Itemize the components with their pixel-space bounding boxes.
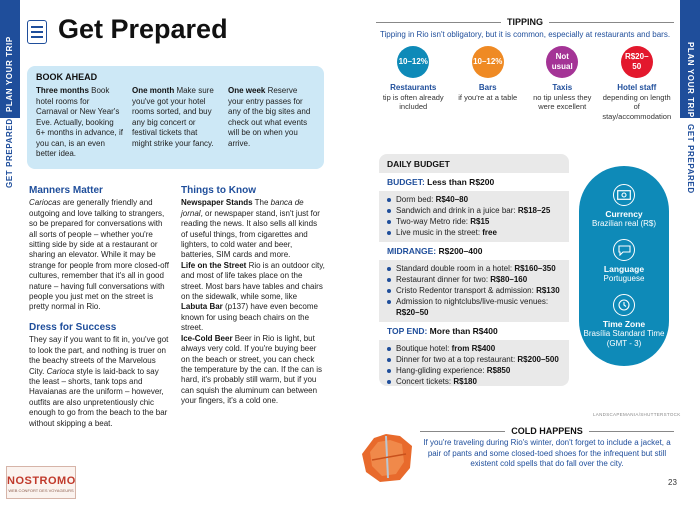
- checklist-icon: [27, 20, 47, 44]
- book-ahead-one-month: One month Make sure you've got your hotel rooms sorted, and buy any big concert or festival tickets that might strike your fancy.: [132, 86, 214, 148]
- banknote-icon: [613, 184, 635, 206]
- list-item: Live music in the street: free: [387, 227, 561, 238]
- left-text-column: [29, 186, 172, 429]
- list-item: Sandwich and drink in a juice bar: R$18–25: [387, 205, 561, 216]
- language-label: Language: [603, 264, 645, 274]
- manners-text: Cariocas are generally friendly and outgoing and love talking to strangers, so be prepared for conversations with all sorts of people – whether you're sitting side by side at a restaurant or sharing an elevator. While it may be strange for people from more closed-off cultures, remember that it's all in good nature – having full conversations with people you just met on the street is pretty normal in Rio.: [29, 198, 169, 312]
- jacket-image: [360, 432, 416, 484]
- left-section-label: GET PREPARED: [5, 118, 14, 188]
- tip-amount-circle: R$20–50: [621, 46, 653, 78]
- list-item: Hang-gliding experience: R$850: [387, 365, 561, 376]
- book-ahead-heading: BOOK AHEAD: [36, 72, 98, 82]
- list-item: Dinner for two at a top restaurant: R$200–500: [387, 354, 561, 365]
- list-item: Dorm bed: R$40–80: [387, 194, 561, 205]
- tip-amount-circle: Not usual: [546, 46, 578, 78]
- timezone-label: Time Zone: [602, 319, 646, 329]
- list-item: Restaurant dinner for two: R$80–160: [387, 274, 561, 285]
- beer-text: Ice-Cold Beer Beer in Rio is light, but always very cold. If you're buying beer on the beach or street, you can check the temperature by the can. If the can is hard, it's probably still warm, but if you can squish the aluminum can between your fingers, it's a cold one.: [181, 333, 322, 406]
- top-end-tier-header: TOP END: More than R$400: [379, 322, 569, 340]
- currency-label: Currency: [605, 209, 643, 219]
- right-side-tab: [680, 0, 700, 505]
- list-item: Cristo Redentor transport & admission: R$130: [387, 285, 561, 296]
- right-text-column: [181, 186, 325, 407]
- list-item: Standard double room in a hotel: R$160–350: [387, 263, 561, 274]
- timezone-value: Brasília Standard Time (GMT - 3): [583, 329, 665, 348]
- dress-text: They say if you want to fit in, you've got to look the part, and nothing is truer on the beachy streets of the Marvelous City. Carioca style is laid-back to say the least – shorts, tank tops and Havaianas are the uniform – however, outfits are also unpretentiously chic enough to go from the beach to the bar without skipping a beat.: [29, 335, 169, 428]
- cold-happens-section: [420, 426, 674, 470]
- things-heading: Things to Know: [181, 185, 256, 196]
- left-tab-label: PLAN YOUR TRIP: [5, 36, 14, 112]
- tip-amount-circle: 10–12%: [472, 46, 504, 78]
- book-ahead-three-months: Three months Book hotel rooms for Carnaval or New Year's Eve. Actually, booking 6+ months in advance, if you can, is an even better idea.: [36, 86, 123, 158]
- manners-heading: Manners Matter: [29, 185, 103, 196]
- daily-budget-box: [379, 154, 569, 386]
- top-end-tier-list: [384, 341, 564, 390]
- list-item: Boutique hotel: from R$400: [387, 343, 561, 354]
- newspaper-text: Newspaper Stands The banca de jornal, or newspaper stand, isn't just for reading the news. It also sells all kinds of useful things, from cigarettes and lighters, to cold water and beer, batteries, SIM cards and more.: [181, 198, 320, 260]
- tip-hotel-staff: R$20–50 Hotel staff depending on length of stay/accommodation: [600, 46, 675, 122]
- midrange-tier-list: [384, 261, 564, 321]
- practical-info-pill: [579, 166, 669, 366]
- page-title: Get Prepared: [58, 14, 228, 44]
- budget-tier-header: BUDGET: Less than R$200: [379, 173, 569, 191]
- photo-credit: LANDSCAPEMANIA/SHUTTERSTOCK: [593, 412, 681, 417]
- right-section-label: GET PREPARED: [686, 124, 695, 194]
- cold-text: If you're traveling during Rio's winter, don't forget to include a jacket, a pair of pants and some closed-toed shoes for the infrequent but still existent cold spells that do fall over the city.: [423, 438, 671, 468]
- clock-icon: [613, 294, 635, 316]
- language-value: Portuguese: [603, 274, 645, 283]
- tipping-heading: TIPPING: [376, 17, 674, 27]
- right-tab-label: PLAN YOUR TRIP: [686, 42, 695, 118]
- budget-heading: DAILY BUDGET: [387, 159, 450, 169]
- street-text: Life on the Street Rio is an outdoor city, and most of life takes place on the street. Most bars have tables and chairs on the sidewalk, while some, like Labuta Bar (p137) have even become known for using beach chairs on the street.: [181, 260, 325, 333]
- tipping-intro: Tipping in Rio isn't obligatory, but it is common, especially at restaurants and bars.: [379, 30, 671, 39]
- book-ahead-box: [27, 66, 324, 169]
- dress-heading: Dress for Success: [29, 321, 117, 333]
- midrange-tier-header: MIDRANGE: R$200–400: [379, 242, 569, 260]
- tip-restaurants: 10–12% Restaurants tip is often already included: [376, 46, 451, 122]
- tip-amount-circle: 10–12%: [397, 46, 429, 78]
- tip-bars: 10–12% Bars if you're at a table: [451, 46, 526, 122]
- nostromo-logo: NOSTROMO WEB CONFORT DES VOYAGEURS: [6, 466, 76, 499]
- book-ahead-one-week: One week Reserve your entry passes for any of the big sites and check out what events will be on when you arrive.: [228, 86, 311, 148]
- list-item: Admission to nightclubs/live-music venues: R$20–50: [387, 296, 561, 318]
- budget-tier-list: [384, 192, 564, 241]
- tipping-section: [376, 17, 674, 121]
- cold-heading: COLD HAPPENS: [420, 426, 674, 436]
- tip-taxis: Not usual Taxis no tip unless they were excellent: [525, 46, 600, 122]
- list-item: Concert tickets: R$180: [387, 376, 561, 387]
- list-item: Two-way Metro ride: R$15: [387, 216, 561, 227]
- left-side-tab: [0, 0, 20, 505]
- speech-bubble-icon: [613, 239, 635, 261]
- currency-value: Brazilian real (R$): [591, 219, 657, 228]
- page-number: 23: [668, 478, 677, 487]
